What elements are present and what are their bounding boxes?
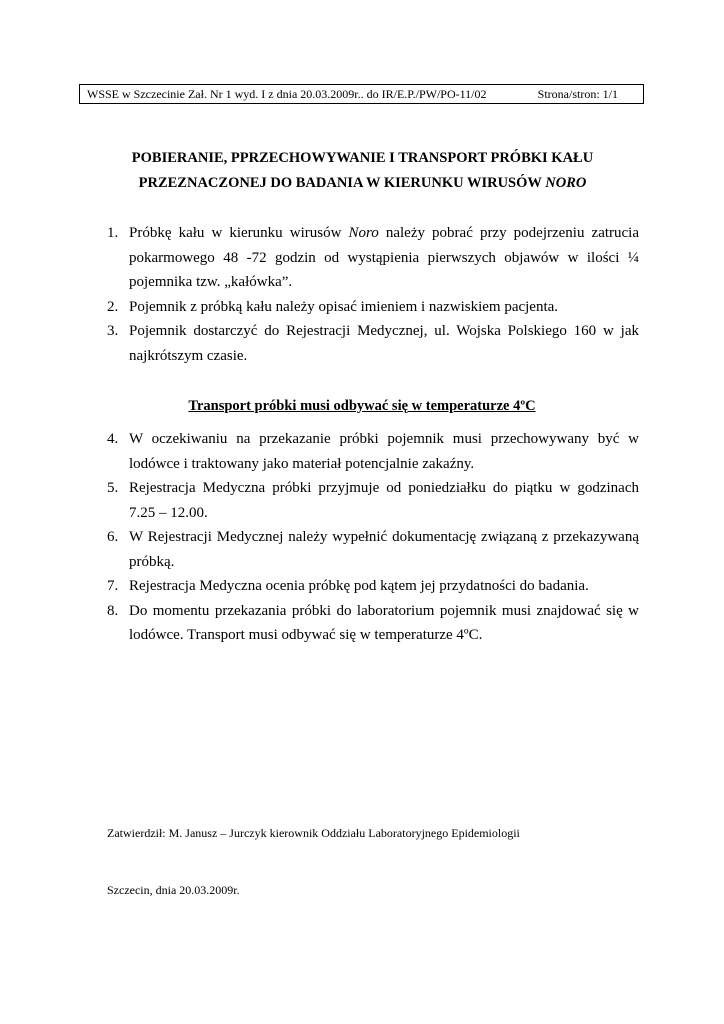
document-header [79,84,644,104]
item-number: 7. [107,578,119,594]
item-number: 1. [107,225,119,241]
list-item: 8. Do momentu przekazania próbki do laboratorium pojemnik musi znajdować się w lodówce. Transport musi odbywać się w temperaturze 4ºC. [0,599,639,648]
virus-name: NORO [545,175,587,191]
list-item: 5. Rejestracja Medyczna próbki przyjmuje od poniedziałku do piątku w godzinach 7.25 – 12.00. [0,476,639,525]
item-number: 8. [107,602,119,619]
title-line-2: PRZEZNACZONEJ DO BADANIA W KIERUNKU WIRUSÓW NORO [138,175,587,191]
list-item: 2. Pojemnik z próbką kału należy opisać imieniem i nazwiskiem pacjenta. [0,295,639,320]
item-number: 6. [107,529,119,545]
page-count: Strona/stron: 1/1 [537,87,618,101]
document-title [80,146,645,196]
transport-heading: Transport próbki musi odbywać się w temperaturze 4ºC [188,398,536,414]
item-number: 3. [107,323,119,339]
list-item: 6. W Rejestracji Medycznej należy wypełnić dokumentację związaną z przekazywaną próbką. [0,525,639,574]
place-date: Szczecin, dnia 20.03.2009r. [107,883,240,897]
item-number: 5. [107,480,119,496]
list-item: 7. Rejestracja Medyczna ocenia próbkę pod kątem jej przydatności do badania. [0,574,639,599]
list-item: 4. W oczekiwaniu na przekazanie próbki pojemnik musi przechowywany być w lodówce i traktowany jako materiał potencjalnie zakaźny. [0,427,639,476]
list-item: 1. Próbkę kału w kierunku wirusów Noro należy pobrać przy podejrzeniu zatrucia pokarmowego 48 -72 godzin od wystąpienia pierwszych objawów w ilości ¼ pojemnika tzw. „kałówka”. [0,221,639,295]
title-line-1: POBIERANIE, PPRZECHOWYWANIE I TRANSPORT PRÓBKI KAŁU [131,150,594,166]
approval-note: Zatwierdził: M. Janusz – Jurczyk kierownik Oddziału Laboratoryjnego Epidemiologii [107,826,520,840]
list-item: 3. Pojemnik dostarczyć do Rejestracji Medycznej, ul. Wojska Polskiego 160 w jak najkrótszym czasie. [0,319,639,368]
item-number: 4. [107,431,119,447]
instructions-list-2 [0,427,639,648]
document-reference: WSSE w Szczecinie Zał. Nr 1 wyd. I z dnia 20.03.2009r.. do IR/E.P./PW/PO-11/02 [87,87,487,101]
instructions-list-1 [0,221,639,368]
item-number: 2. [107,298,119,315]
